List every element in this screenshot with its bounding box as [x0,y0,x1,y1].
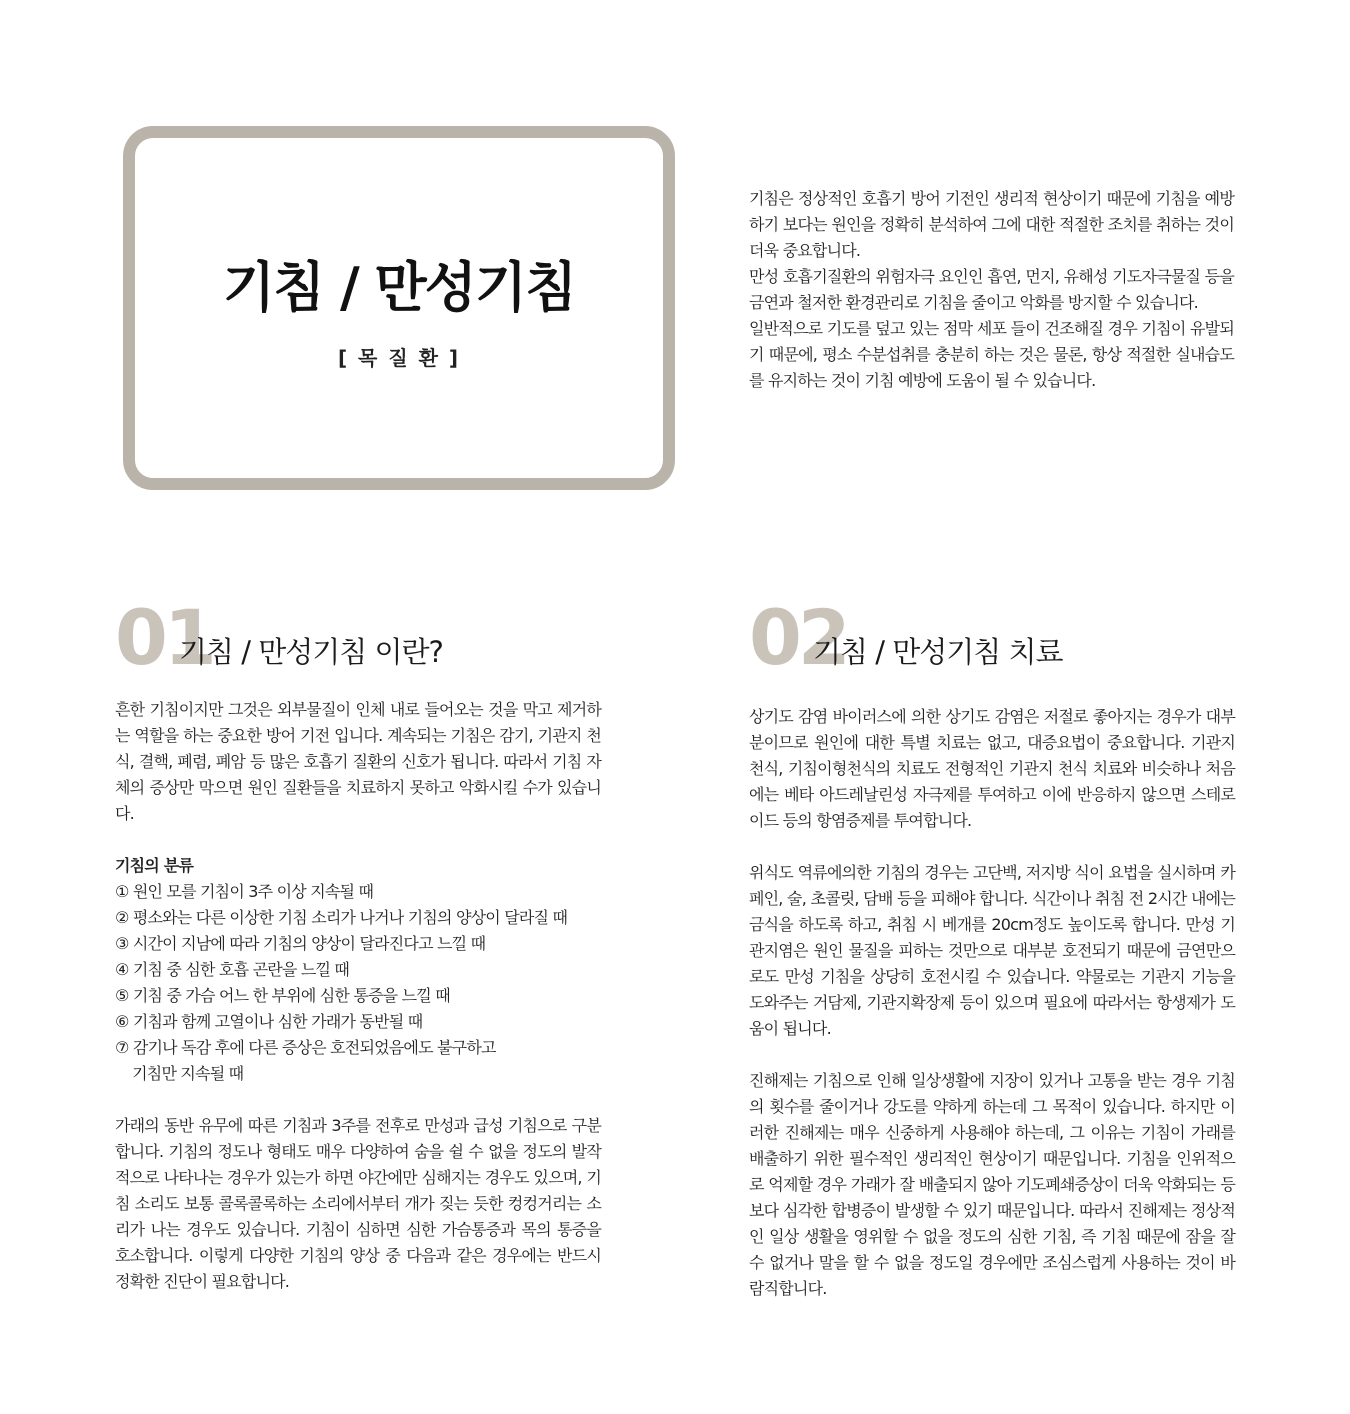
section-paragraph: 상기도 감염 바이러스에 의한 상기도 감염은 저절로 좋아지는 경우가 대부분이므로 원인에 대한 특별 치료는 없고, 대증요법이 중요합니다. 기관지 천식, 기침이형천식의 치료도 전형적인 기관지 천식 치료와 비슷하나 처음에는 베타 아드레날린성 자극제를 투여하고 이에 반응하지 않으면 스테로이드 등의 항염증제를 투여합니다. [749,707,1235,830]
list-item: 기침만 지속될 때 [115,1064,244,1083]
section-paragraph: 위식도 역류에의한 기침의 경우는 고단백, 저지방 식이 요법을 실시하며 카페인, 술, 초콜릿, 담배 등을 피해야 합니다. 식간이나 취침 전 2시간 내에는 금식을 하도록 하고, 취침 시 베개를 20cm정도 높이도록 합니다. 만성 기관지염은 원인 물질을 피하는 것만으로 대부분 호전되기 때문에 금연만으로도 만성 기침을 상당히 호전시킬 수 있습니다. 약물로는 기관지 기능을 도와주는 거담제, 기관지확장제 등이 있으며 필요에 따라서는 항생제가 도움이 됩니다. [749,863,1235,1038]
classification-heading: 기침의 분류 [115,856,194,875]
list-item: ② 평소와는 다른 이상한 기침 소리가 나거나 기침의 양상이 달라질 때 [115,908,568,927]
section-paragraph: 흔한 기침이지만 그것은 외부물질이 인체 내로 들어오는 것을 막고 제거하는 역할을 하는 중요한 방어 기전 입니다. 계속되는 기침은 감기, 기관지 천식, 결핵, 폐렴, 폐암 등 많은 호흡기 질환의 신호가 됩니다. 따라서 기침 자체의 증상만 막으면 원인 질환들을 치료하지 못하고 악화시킬 수가 있습니다. [115,700,601,823]
section-body [749,704,1235,1302]
main-title: 기침 / 만성기침 [222,256,576,319]
section-what-is-cough [115,593,601,1295]
intro-paragraph: 만성 호흡기질환의 위험자극 요인인 흡연, 먼지, 유해성 기도자극물질 등을 금연과 철저한 환경관리로 기침을 줄이고 악화를 방지할 수 있습니다. [749,267,1234,312]
section-number: 02 [749,593,847,682]
intro-text [749,186,1234,394]
section-cough-treatment [749,593,1235,1302]
section-header [749,593,1235,682]
list-item: ⑤ 기침 중 가슴 어느 한 부위에 심한 통증을 느낄 때 [115,986,450,1005]
list-item: ⑥ 기침과 함께 고열이나 심한 가래가 동반될 때 [115,1012,423,1031]
section-title: 기침 / 만성기침 이란? [179,635,443,669]
list-item: ① 원인 모를 기침이 3주 이상 지속될 때 [115,882,374,901]
intro-paragraph: 기침은 정상적인 호흡기 방어 기전인 생리적 현상이기 때문에 기침을 예방하기 보다는 원인을 정확히 분석하여 그에 대한 적절한 조치를 취하는 것이 더욱 중요합니다. [749,189,1234,260]
section-paragraph: 가래의 동반 유무에 따른 기침과 3주를 전후로 만성과 급성 기침으로 구분합니다. 기침의 정도나 형태도 매우 다양하여 숨을 쉴 수 없을 정도의 발작적으로 나타나는 경우가 있는가 하면 야간에만 심해지는 경우도 있으며, 기침 소리도 보통 콜록콜록하는 소리에서부터 개가 짖는 듯한 컹컹거리는 소리가 나는 경우도 있습니다. 기침이 심하면 심한 가슴통증과 목의 통증을 호소합니다. 이렇게 다양한 기침의 양상 중 다음과 같은 경우에는 반드시 정확한 진단이 필요합니다. [115,1116,601,1291]
list-item: ③ 시간이 지남에 따라 기침의 양상이 달라진다고 느낄 때 [115,934,486,953]
classification-list [115,879,601,1087]
section-title: 기침 / 만성기침 치료 [813,635,1063,669]
list-item: ④ 기침 중 심한 호흡 곤란을 느낄 때 [115,960,350,979]
sub-title: [ 목 질 환 ] [337,346,461,370]
section-body [115,697,601,1295]
section-paragraph: 진해제는 기침으로 인해 일상생활에 지장이 있거나 고통을 받는 경우 기침의 횟수를 줄이거나 강도를 약하게 하는데 그 목적이 있습니다. 하지만 이러한 진해제는 매우 신중하게 사용해야 하는데, 그 이유는 기침이 가래를 배출하기 위한 필수적인 생리적인 현상이기 때문입니다. 기침을 인위적으로 억제할 경우 가래가 잘 배출되지 않아 기도폐쇄증상이 더욱 악화되는 등 보다 심각한 합병증이 발생할 수 있기 때문입니다. 따라서 진해제는 정상적인 일상 생활을 영위할 수 없을 정도의 심한 기침, 즉 기침 때문에 잠을 잘 수 없거나 말을 할 수 없을 정도일 경우에만 조심스럽게 사용하는 것이 바람직합니다. [749,1071,1235,1298]
section-header [115,593,601,682]
section-number: 01 [115,593,213,682]
intro-paragraph: 일반적으로 기도를 덮고 있는 점막 세포 들이 건조해질 경우 기침이 유발되기 때문에, 평소 수분섭취를 충분히 하는 것은 물론, 항상 적절한 실내습도를 유지하는 것이 기침 예방에 도움이 될 수 있습니다. [749,319,1234,390]
list-item: ⑦ 감기나 독감 후에 다른 증상은 호전되었음에도 불구하고 [115,1038,496,1057]
title-box [123,126,675,490]
